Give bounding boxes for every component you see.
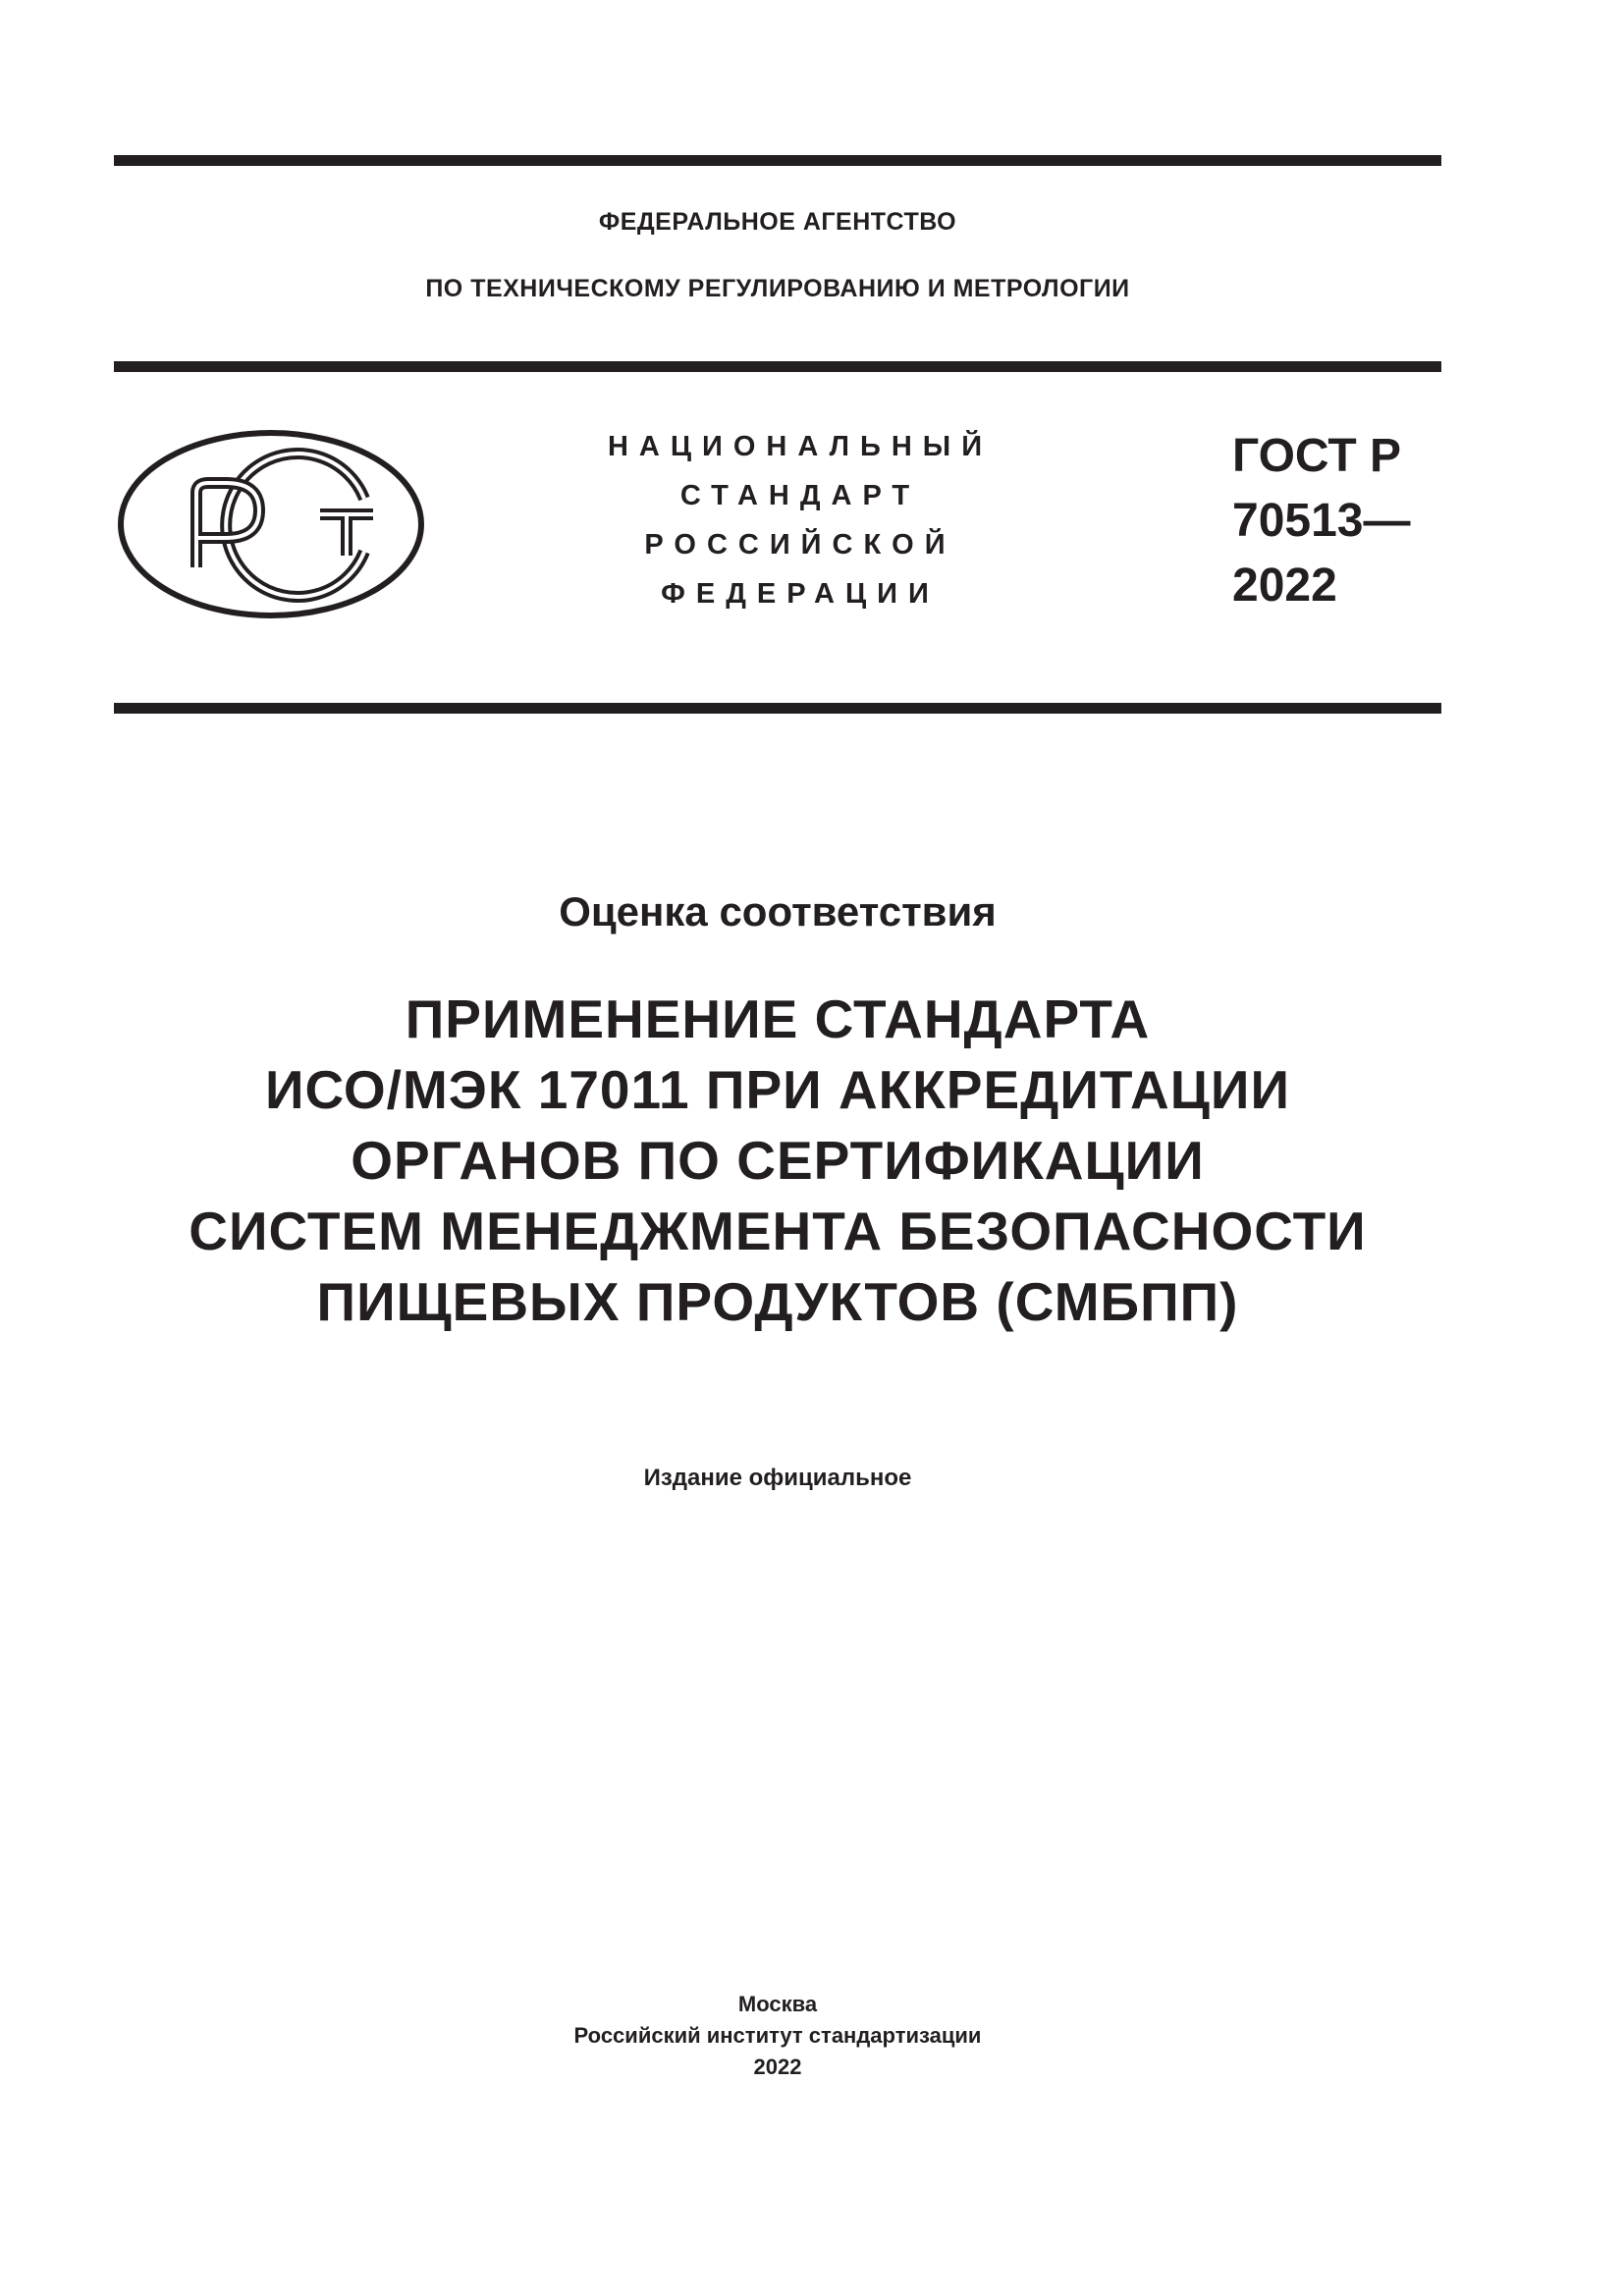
national-standard-line: ФЕДЕРАЦИИ bbox=[661, 578, 940, 610]
standard-code bbox=[1232, 424, 1410, 618]
agency-name-line-2: ПО ТЕХНИЧЕСКОМУ РЕГУЛИРОВАНИЮ И МЕТРОЛОГИИ bbox=[425, 275, 1130, 302]
standard-code-line: 2022 bbox=[1232, 560, 1337, 612]
national-standard-line: НАЦИОНАЛЬНЫЙ bbox=[607, 431, 994, 462]
document-title-line: ОРГАНОВ ПО СЕРТИФИКАЦИИ bbox=[351, 1130, 1205, 1191]
publisher-name: Российский институт стандартизации bbox=[573, 2023, 982, 2048]
edition-label: Издание официальное bbox=[643, 1465, 912, 1491]
publisher-block bbox=[114, 1989, 1441, 2083]
document-title bbox=[114, 984, 1441, 1337]
rst-certification-mark-icon bbox=[116, 428, 426, 620]
document-title-line: ПРИМЕНЕНИЕ СТАНДАРТА bbox=[405, 988, 1151, 1049]
national-standard-line: СТАНДАРТ bbox=[679, 480, 921, 511]
national-standard-line: РОССИЙСКОЙ bbox=[644, 529, 956, 561]
document-subtitle: Оценка соответствия bbox=[559, 888, 997, 934]
national-standard-label bbox=[565, 422, 1036, 618]
agency-name-line-1: ФЕДЕРАЛЬНОЕ АГЕНТСТВО bbox=[598, 208, 957, 236]
document-title-line: ПИЩЕВЫХ ПРОДУКТОВ (СМБПП) bbox=[316, 1271, 1239, 1332]
standard-code-line: ГОСТ Р bbox=[1232, 430, 1402, 482]
document-title-line: ИСО/МЭК 17011 ПРИ АККРЕДИТАЦИИ bbox=[265, 1059, 1290, 1120]
bottom-divider bbox=[114, 703, 1441, 714]
top-divider bbox=[114, 155, 1441, 166]
publisher-city: Москва bbox=[737, 1992, 818, 2016]
standard-code-line: 70513— bbox=[1232, 495, 1411, 547]
middle-divider bbox=[114, 361, 1441, 372]
document-title-line: СИСТЕМ МЕНЕДЖМЕНТА БЕЗОПАСНОСТИ bbox=[189, 1201, 1367, 1261]
publisher-year: 2022 bbox=[753, 2055, 802, 2079]
